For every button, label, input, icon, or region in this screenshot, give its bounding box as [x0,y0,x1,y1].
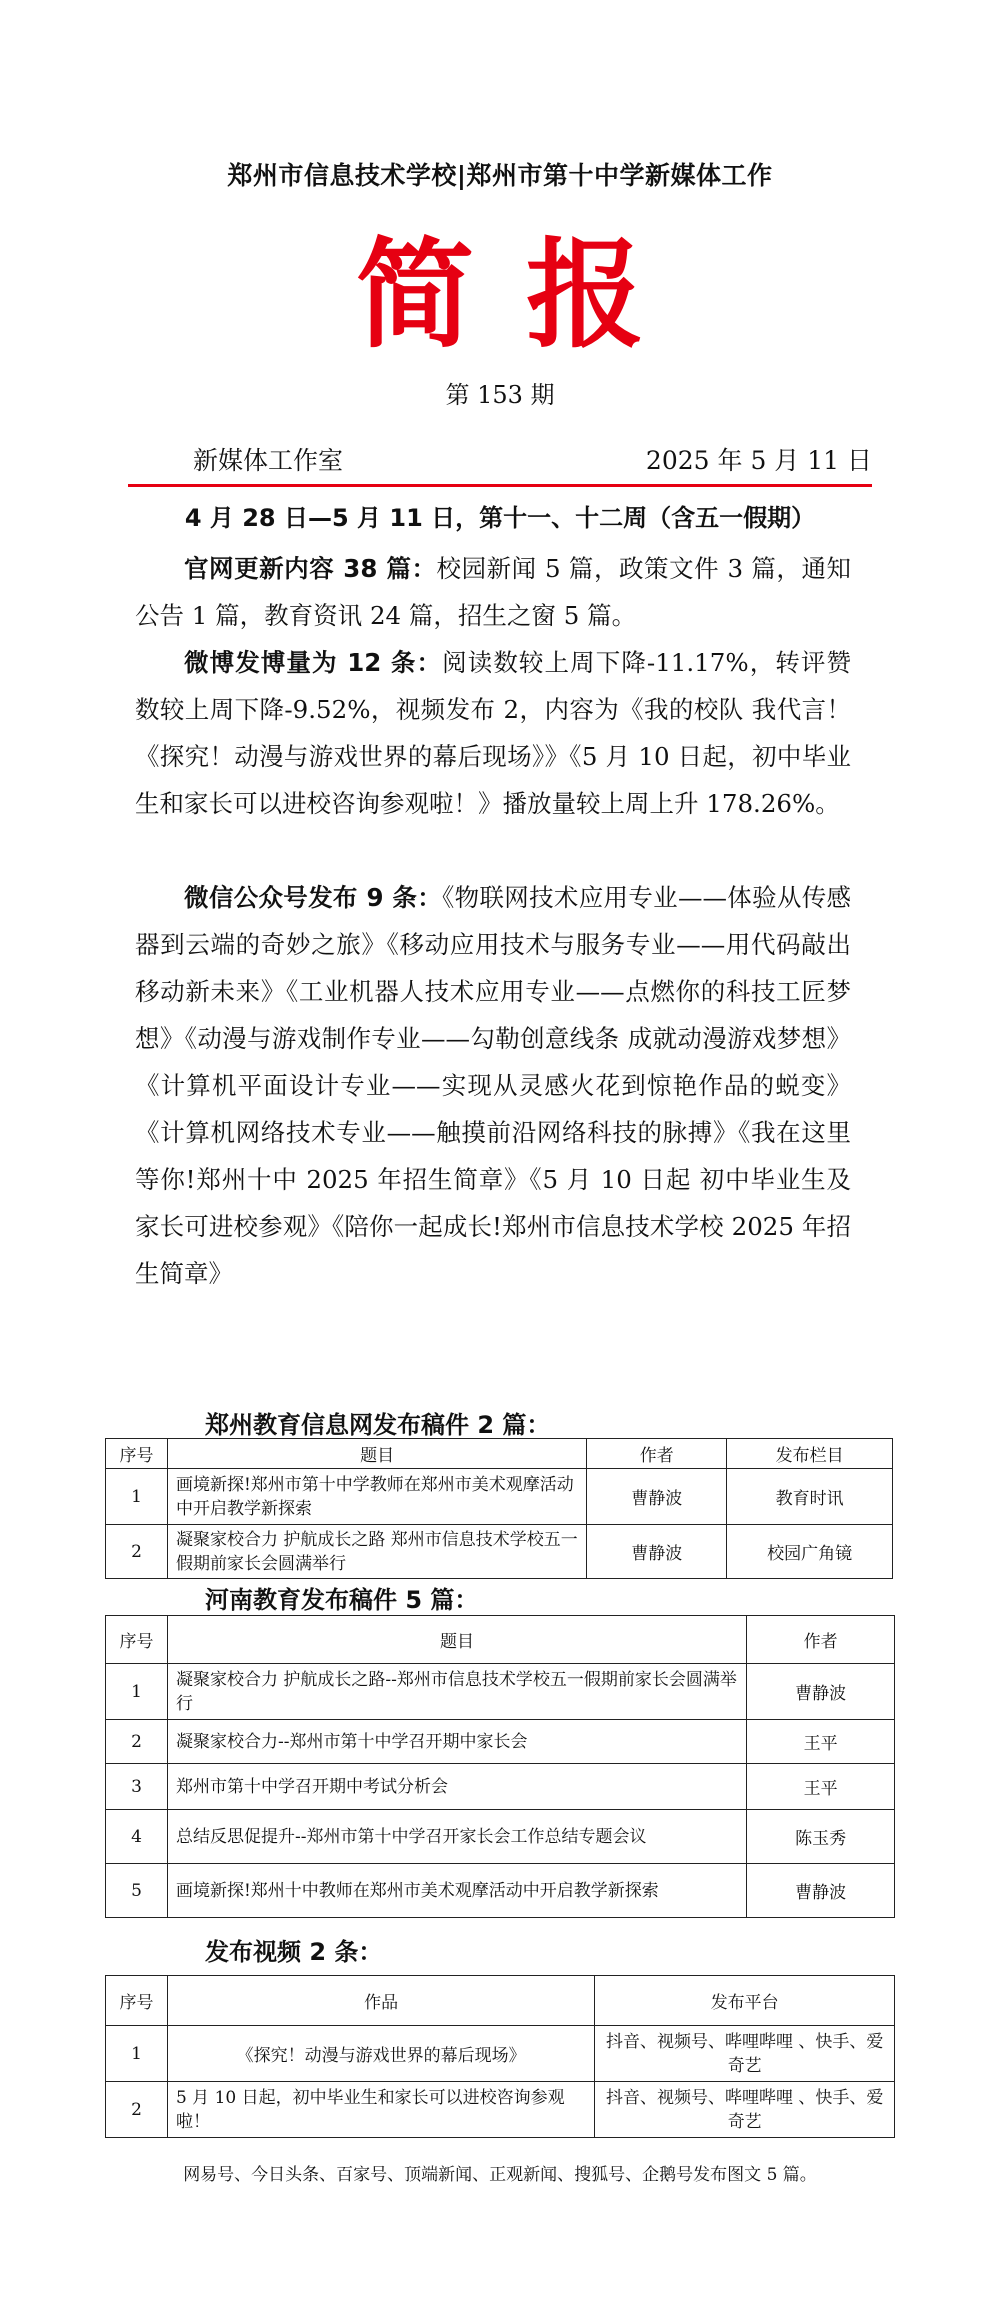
wechat-lead: 微信公众号发布 9 条： [184,883,443,912]
office-name: 新媒体工作室 [193,446,344,475]
table-cell: 凝聚家校合力--郑州市第十中学召开期中家长会 [167,1720,746,1764]
table-cell: 3 [106,1764,168,1810]
wechat-text: 《物联网技术应用专业——体验从传感器到云端的奇妙之旅》《移动应用技术与服务专业——用代码敲出移动新未来》《工业机器人技术应用专业——点燃你的科技工匠梦想》《动漫与游戏制作专业——勾勒创意线条 成就动漫游戏梦想》《计算机平面设计专业——实现从灵感火花到惊艳作品的蜕变》《计算机网络技术专业——触摸前沿网络科技的脉搏》《我在这里等你!郑州十中 2025 年招生简章》《5 月 10 日起 初中毕业生及家长可进校参观》《陪你一起成长!郑州市信息技术学校 2025 年招生简章》 [135,883,852,1288]
table-cell: 总结反思促提升--郑州市第十中学召开家长会工作总结专题会议 [167,1810,746,1864]
table-row [106,1864,895,1918]
table-row [106,1664,895,1720]
table-cell: 曹静波 [587,1525,727,1579]
table-cell: 1 [106,1469,168,1525]
website-paragraph [135,545,851,639]
weibo-lead: 微博发博量为 12 条： [184,648,443,677]
table-row [106,1720,895,1764]
table-cell: 画境新探!郑州市第十中学教师在郑州市美术观摩活动中开启教学新探索 [167,1469,586,1525]
table-cell: 抖音、视频号、哔哩哔哩 、快手、爱奇艺 [595,2082,895,2138]
table-cell: 教育时讯 [727,1469,893,1525]
table-cell: 5 [106,1864,168,1918]
henan-table [105,1615,895,1918]
table-cell: 抖音、视频号、哔哩哔哩 、快手、爱奇艺 [595,2026,895,2082]
table-cell: 曹静波 [587,1469,727,1525]
period-heading: 4 月 28 日—5 月 11 日，第十一、十二周（含五一假期） [184,504,816,532]
wechat-section [135,874,851,1297]
weibo-paragraph [135,639,851,827]
weibo-section [135,639,851,827]
table-cell: 画境新探!郑州十中教师在郑州市美术观摩活动中开启教学新探索 [167,1864,746,1918]
table-cell: 曹静波 [747,1664,895,1720]
footer-note: 网易号、今日头条、百家号、顶端新闻、正观新闻、搜狐号、企鹅号发布图文 5 篇。 [183,2165,817,2185]
column-header: 作者 [587,1439,727,1469]
table-cell: 王平 [747,1720,895,1764]
table-row [106,2082,895,2138]
column-header: 序号 [106,1616,168,1664]
weibo-text: 阅读数较上周下降-11.17%，转评赞数较上周下降-9.52%，视频发布 2，内容为《我的校队 我代言！《探究！动漫与游戏世界的幕后现场》》《5 月 10 日起，初中毕业生和家长可以进校咨询参观啦！》播放量较上周上升 178.26%。 [135,648,852,818]
zzedu-table [105,1438,893,1579]
henan-title: 河南教育发布稿件 5 篇： [205,1586,479,1614]
video-title: 发布视频 2 条： [205,1938,383,1966]
wechat-paragraph [135,874,851,1297]
column-header: 作品 [167,1976,594,2026]
table-cell: 《探究！动漫与游戏世界的幕后现场》 [167,2026,594,2082]
table-cell: 2 [106,1525,168,1579]
main-title: 简报 [355,226,696,364]
column-header: 题目 [167,1616,746,1664]
table-cell: 2 [106,2082,168,2138]
column-header: 题目 [167,1439,586,1469]
table-cell: 王平 [747,1764,895,1810]
video-table [105,1975,895,2138]
table-cell: 5 月 10 日起，初中毕业生和家长可以进校咨询参观啦！ [167,2082,594,2138]
table-cell: 4 [106,1810,168,1864]
table-cell: 凝聚家校合力 护航成长之路--郑州市信息技术学校五一假期前家长会圆满举行 [167,1664,746,1720]
red-divider [128,484,872,487]
table-row [106,1469,893,1525]
table-header-row [106,1616,895,1664]
column-header: 发布栏目 [727,1439,893,1469]
table-cell: 1 [106,2026,168,2082]
column-header: 作者 [747,1616,895,1664]
table-cell: 1 [106,1664,168,1720]
table-row [106,1764,895,1810]
table-header-row [106,1439,893,1469]
table-cell: 校园广角镜 [727,1525,893,1579]
table-cell: 2 [106,1720,168,1764]
header-title: 郑州市信息技术学校|郑州市第十中学新媒体工作 [227,161,773,190]
column-header: 发布平台 [595,1976,895,2026]
table-cell: 郑州市第十中学召开期中考试分析会 [167,1764,746,1810]
table-row [106,1525,893,1579]
table-cell: 陈玉秀 [747,1810,895,1864]
table-row [106,2026,895,2082]
website-text: 校园新闻 5 篇，政策文件 3 篇，通知公告 1 篇，教育资讯 24 篇，招生之窗 5 篇。 [135,554,851,630]
publish-date: 2025 年 5 月 11 日 [645,446,872,475]
zzedu-title: 郑州教育信息网发布稿件 2 篇： [205,1411,551,1439]
table-row [106,1810,895,1864]
issue-number: 第 153 期 [445,381,555,409]
website-section [135,545,851,639]
website-lead: 官网更新内容 38 篇： [184,554,437,583]
table-cell: 凝聚家校合力 护航成长之路 郑州市信息技术学校五一假期前家长会圆满举行 [167,1525,586,1579]
table-cell: 曹静波 [747,1864,895,1918]
table-header-row [106,1976,895,2026]
column-header: 序号 [106,1439,168,1469]
column-header: 序号 [106,1976,168,2026]
